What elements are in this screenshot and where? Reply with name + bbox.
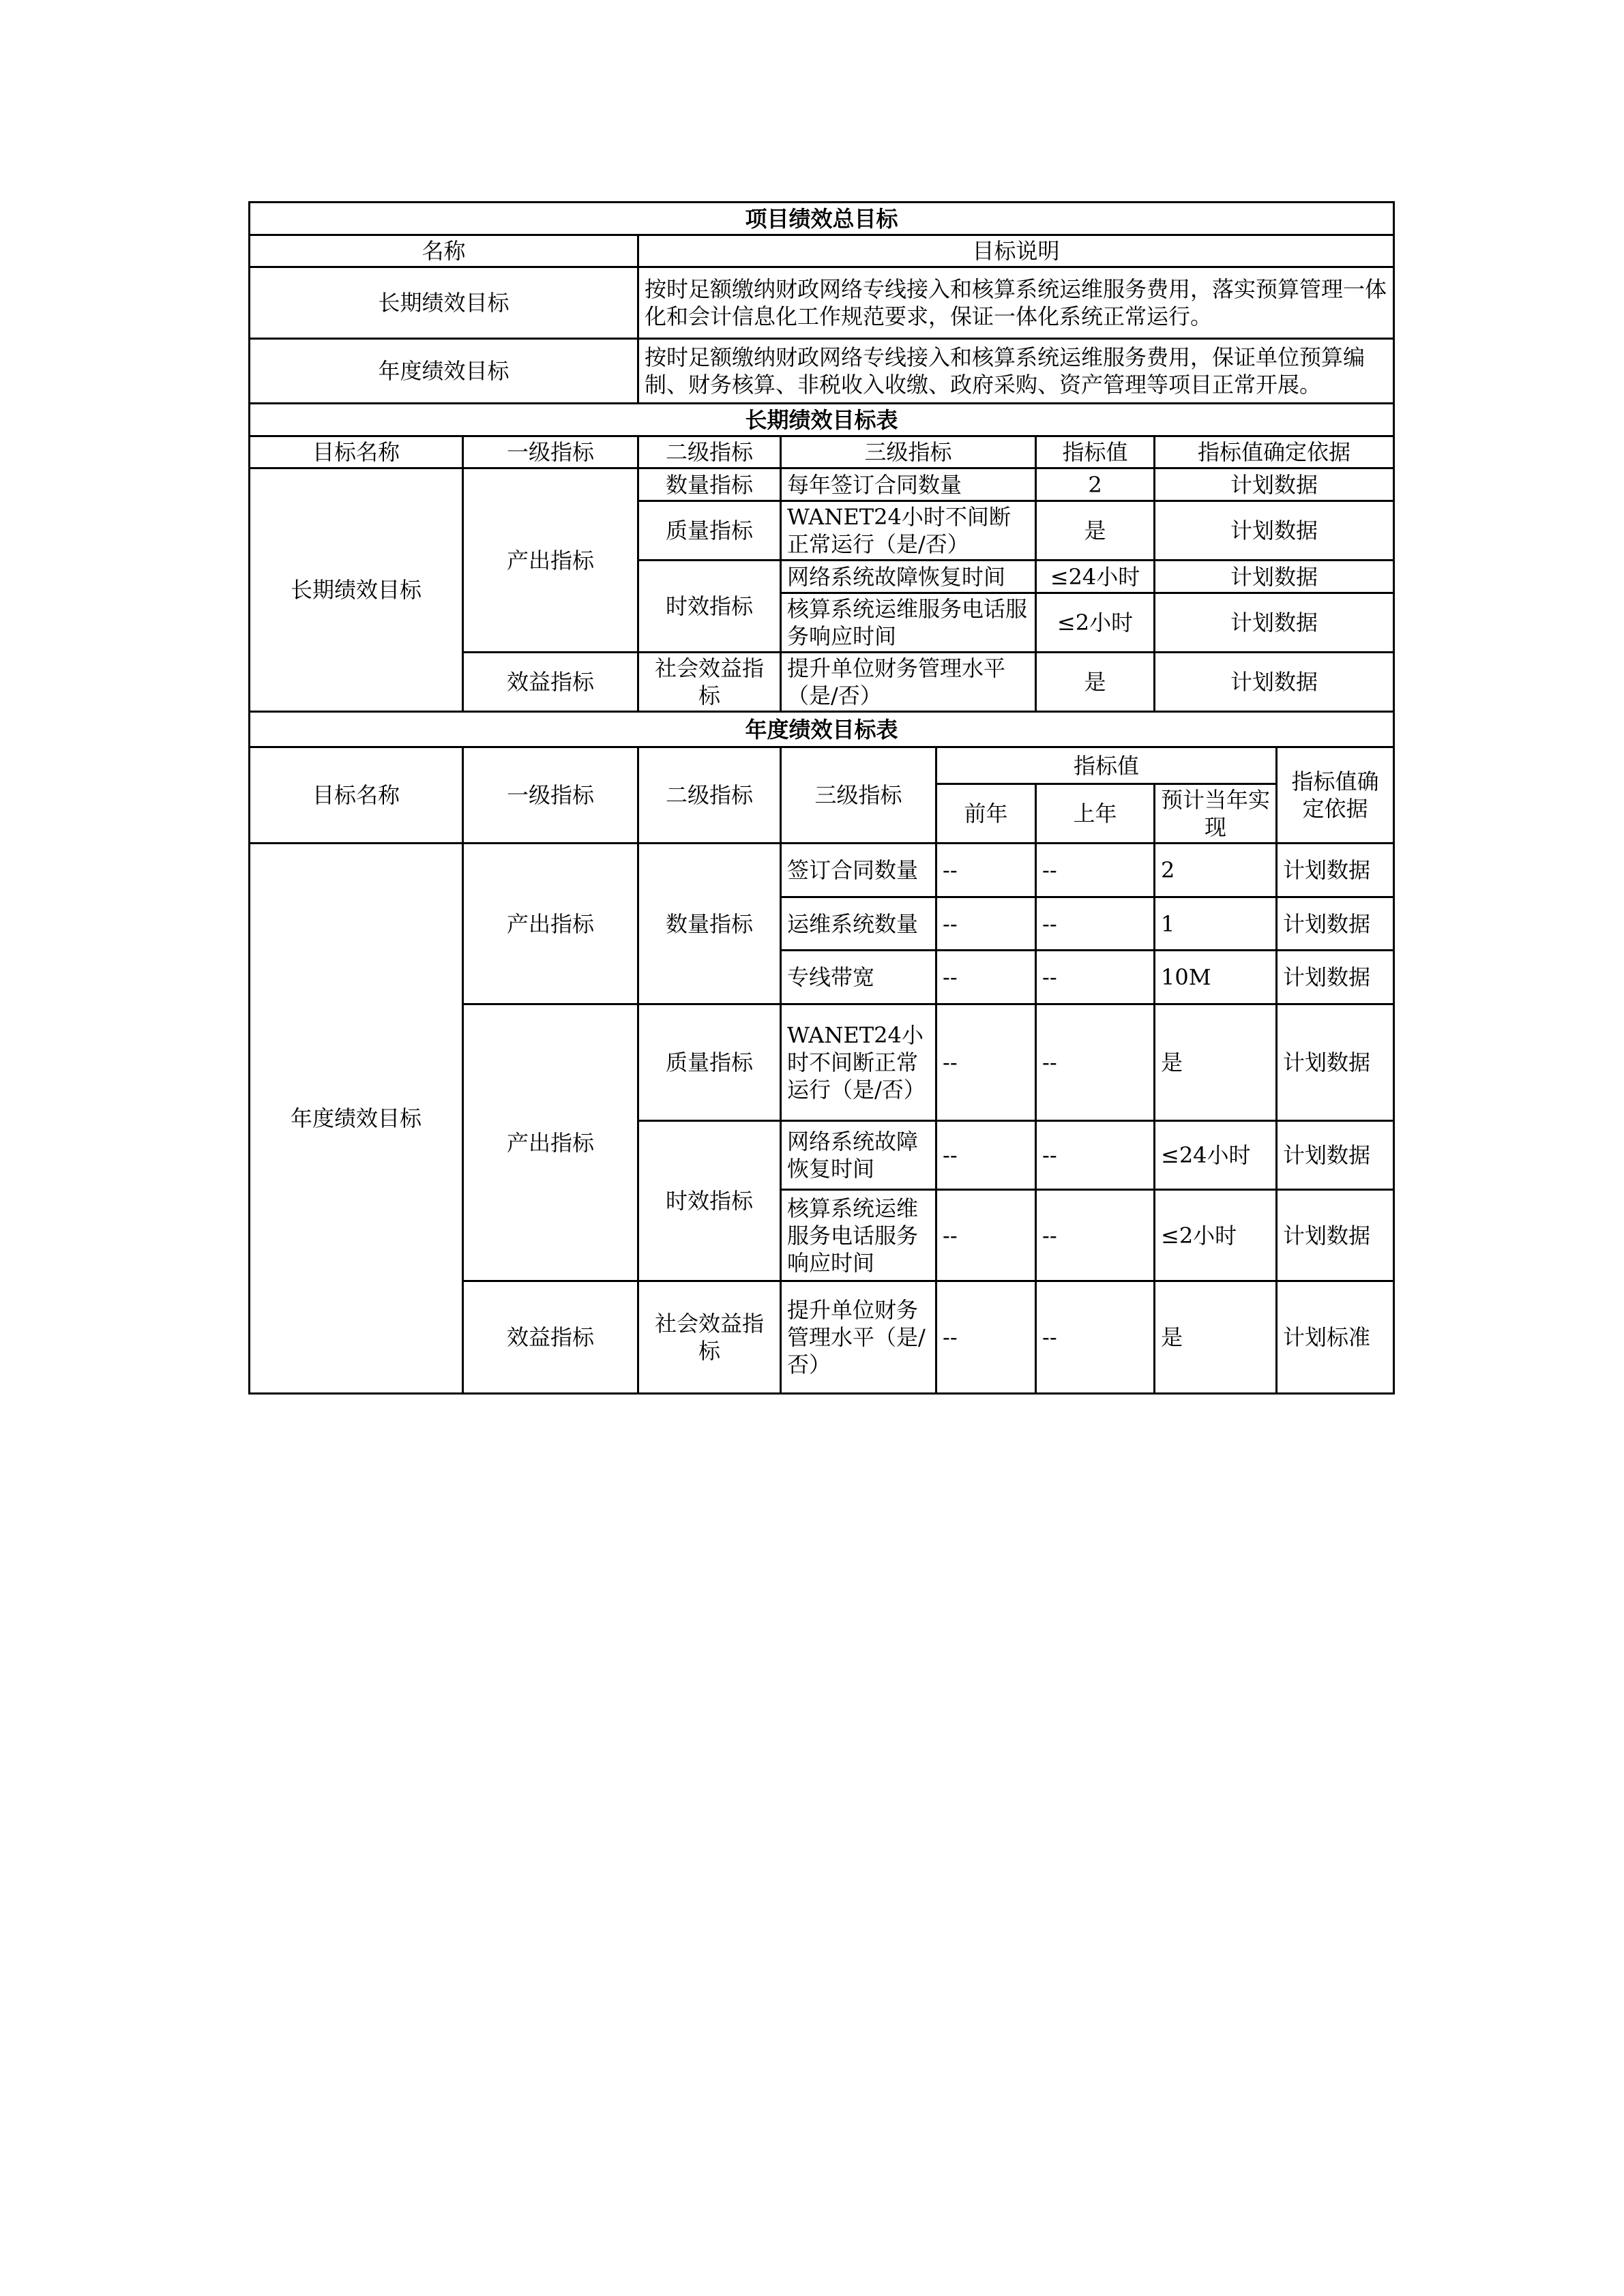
summary-col-desc: 目标说明 (638, 235, 1394, 267)
longterm-header-goal: 目标名称 (250, 436, 463, 468)
annual-l3: 网络系统故障恢复时间 (781, 1121, 936, 1190)
longterm-header-basis: 指标值确定依据 (1155, 436, 1394, 468)
annual-basis: 计划数据 (1277, 844, 1394, 897)
annual-header-value: 指标值 (936, 747, 1277, 784)
longterm-l2-social: 社会效益指标 (638, 653, 781, 712)
annual-basis: 计划标准 (1277, 1281, 1394, 1394)
longterm-l2-timeliness: 时效指标 (638, 561, 781, 653)
annual-l3: 专线带宽 (781, 951, 936, 1004)
longterm-basis: 计划数据 (1155, 593, 1394, 653)
annual-prev2: -- (936, 1281, 1036, 1394)
annual-basis: 计划数据 (1277, 1121, 1394, 1190)
annual-expected: ≤2小时 (1155, 1190, 1277, 1281)
annual-header-prev2: 前年 (936, 784, 1036, 844)
summary-annual-desc: 按时足额缴纳财政网络专线接入和核算系统运维服务费用，保证单位预算编制、财务核算、非税收入收缴、政府采购、资产管理等项目正常开展。 (638, 339, 1394, 404)
annual-header-prev1: 上年 (1036, 784, 1155, 844)
annual-l1-benefit: 效益指标 (463, 1281, 638, 1394)
annual-l2-social: 社会效益指标 (638, 1281, 781, 1394)
annual-header-goal: 目标名称 (250, 747, 463, 844)
longterm-l2-quality: 质量指标 (638, 501, 781, 561)
longterm-basis: 计划数据 (1155, 561, 1394, 593)
annual-expected: 是 (1155, 1004, 1277, 1121)
longterm-header-l1: 一级指标 (463, 436, 638, 468)
summary-title: 项目绩效总目标 (250, 203, 1394, 235)
longterm-title: 长期绩效目标表 (250, 404, 1394, 436)
annual-basis: 计划数据 (1277, 951, 1394, 1004)
longterm-l3: 每年签订合同数量 (781, 468, 1036, 501)
annual-prev2: -- (936, 1004, 1036, 1121)
annual-header-expected: 预计当年实现 (1155, 784, 1277, 844)
annual-l2-quantity: 数量指标 (638, 844, 781, 1004)
longterm-l3: WANET24小时不间断正常运行（是/否） (781, 501, 1036, 561)
longterm-goal-name: 长期绩效目标 (250, 468, 463, 712)
annual-basis: 计划数据 (1277, 1004, 1394, 1121)
annual-l2-quality: 质量指标 (638, 1004, 781, 1121)
annual-prev1: -- (1036, 897, 1155, 951)
annual-l3: 签订合同数量 (781, 844, 936, 897)
annual-basis: 计划数据 (1277, 1190, 1394, 1281)
summary-col-name: 名称 (250, 235, 638, 267)
annual-header-basis: 指标值确定依据 (1277, 747, 1394, 844)
annual-prev1: -- (1036, 1004, 1155, 1121)
annual-prev2: -- (936, 951, 1036, 1004)
longterm-value: 是 (1036, 501, 1155, 561)
annual-title: 年度绩效目标表 (250, 712, 1394, 747)
annual-l3: WANET24小时不间断正常运行（是/否） (781, 1004, 936, 1121)
annual-prev1: -- (1036, 951, 1155, 1004)
annual-l2-timeliness: 时效指标 (638, 1121, 781, 1281)
annual-l1-output: 产出指标 (463, 1004, 638, 1281)
longterm-value: ≤2小时 (1036, 593, 1155, 653)
annual-prev1: -- (1036, 1121, 1155, 1190)
longterm-l1-output: 产出指标 (463, 468, 638, 653)
longterm-value: ≤24小时 (1036, 561, 1155, 593)
summary-annual-name: 年度绩效目标 (250, 339, 638, 404)
annual-header-l3: 三级指标 (781, 747, 936, 844)
performance-goal-table (248, 201, 1395, 1395)
annual-basis: 计划数据 (1277, 897, 1394, 951)
annual-expected: ≤24小时 (1155, 1121, 1277, 1190)
summary-longterm-name: 长期绩效目标 (250, 267, 638, 339)
longterm-l3: 核算系统运维服务电话服务响应时间 (781, 593, 1036, 653)
longterm-l1-benefit: 效益指标 (463, 653, 638, 712)
longterm-header-value: 指标值 (1036, 436, 1155, 468)
annual-l3: 核算系统运维服务电话服务响应时间 (781, 1190, 936, 1281)
longterm-l3: 网络系统故障恢复时间 (781, 561, 1036, 593)
annual-header-l2: 二级指标 (638, 747, 781, 844)
longterm-basis: 计划数据 (1155, 653, 1394, 712)
annual-goal-name: 年度绩效目标 (250, 844, 463, 1394)
annual-expected: 2 (1155, 844, 1277, 897)
annual-prev2: -- (936, 844, 1036, 897)
annual-l3: 运维系统数量 (781, 897, 936, 951)
annual-prev2: -- (936, 1190, 1036, 1281)
summary-longterm-desc: 按时足额缴纳财政网络专线接入和核算系统运维服务费用，落实预算管理一体化和会计信息化工作规范要求，保证一体化系统正常运行。 (638, 267, 1394, 339)
longterm-header-l3: 三级指标 (781, 436, 1036, 468)
annual-prev1: -- (1036, 844, 1155, 897)
annual-l1-output: 产出指标 (463, 844, 638, 1004)
annual-expected: 1 (1155, 897, 1277, 951)
longterm-value: 是 (1036, 653, 1155, 712)
annual-prev1: -- (1036, 1190, 1155, 1281)
annual-l3: 提升单位财务管理水平（是/否） (781, 1281, 936, 1394)
annual-prev2: -- (936, 897, 1036, 951)
annual-prev2: -- (936, 1121, 1036, 1190)
annual-header-l1: 一级指标 (463, 747, 638, 844)
longterm-value: 2 (1036, 468, 1155, 501)
longterm-l3: 提升单位财务管理水平（是/否） (781, 653, 1036, 712)
annual-expected: 10M (1155, 951, 1277, 1004)
annual-expected: 是 (1155, 1281, 1277, 1394)
longterm-basis: 计划数据 (1155, 468, 1394, 501)
longterm-basis: 计划数据 (1155, 501, 1394, 561)
longterm-header-l2: 二级指标 (638, 436, 781, 468)
longterm-l2-quantity: 数量指标 (638, 468, 781, 501)
annual-prev1: -- (1036, 1281, 1155, 1394)
